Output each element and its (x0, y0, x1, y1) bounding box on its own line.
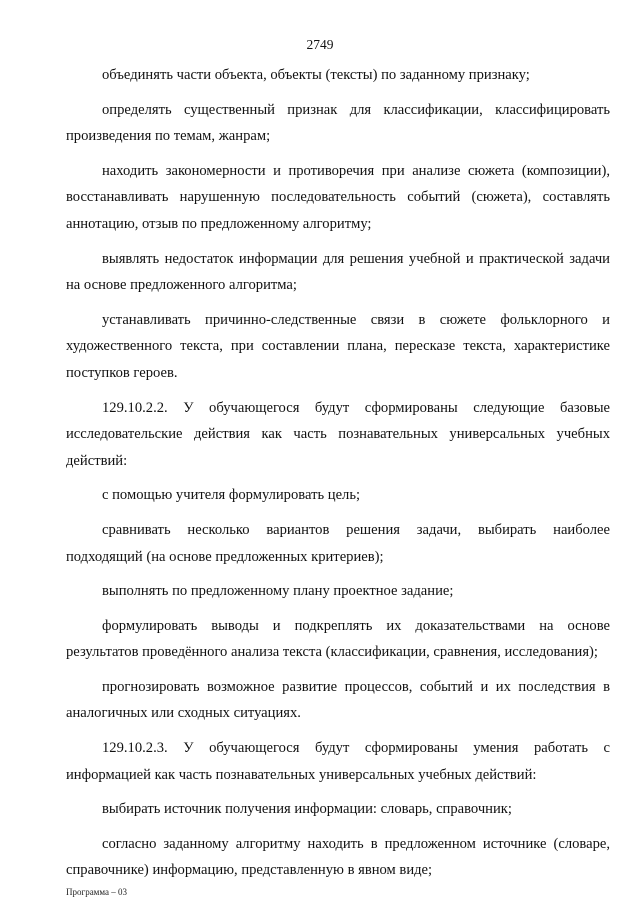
paragraph: прогнозировать возможное развитие процессов, событий и их последствия в аналогичных или сходных ситуациях. (66, 678, 610, 722)
section-paragraph: 129.10.2.2. У обучающегося будут сформированы следующие базовые исследовательские действия как часть познавательных универсальных учебных действий: (66, 399, 610, 469)
page-number: 2749 (306, 37, 334, 52)
paragraph: находить закономерности и противоречия при анализе сюжета (композиции), восстанавливать нарушенную последовательность событий (сюжета), составлять аннотацию, отзыв по предложенному алгоритму; (66, 162, 610, 232)
paragraph: сравнивать несколько вариантов решения задачи, выбирать наиболее подходящий (на основе предложенных критериев); (66, 521, 610, 565)
paragraph: устанавливать причинно-следственные связи в сюжете фольклорного и художественного текста, при составлении плана, пересказе текста, характеристике поступков героев. (66, 311, 610, 381)
document-body (66, 62, 610, 892)
paragraph: выполнять по предложенному плану проектное задание; (102, 583, 454, 600)
section-paragraph: 129.10.2.3. У обучающегося будут сформированы умения работать с информацией как часть познавательных универсальных учебных действий: (66, 740, 610, 783)
paragraph: объединять части объекта, объекты (тексты) по заданному признаку; (102, 67, 530, 83)
paragraph: выявлять недостаток информации для решения учебной и практической задачи на основе предложенного алгоритма; (66, 250, 610, 294)
paragraph: согласно заданному алгоритму находить в предложенном источнике (словаре, справочнике) информацию, представленную в явном виде; (66, 835, 610, 879)
paragraph: формулировать выводы и подкреплять их доказательствами на основе результатов проведённого анализа текста (классификации, сравнения, исследования); (66, 617, 610, 661)
paragraph: определять существенный признак для классификации, классифицировать произведения по темам, жанрам; (66, 101, 610, 145)
paragraph: выбирать источник получения информации: словарь, справочник; (102, 801, 512, 818)
paragraph: с помощью учителя формулировать цель; (102, 487, 361, 504)
page-footer: Программа – 03 (66, 887, 128, 897)
